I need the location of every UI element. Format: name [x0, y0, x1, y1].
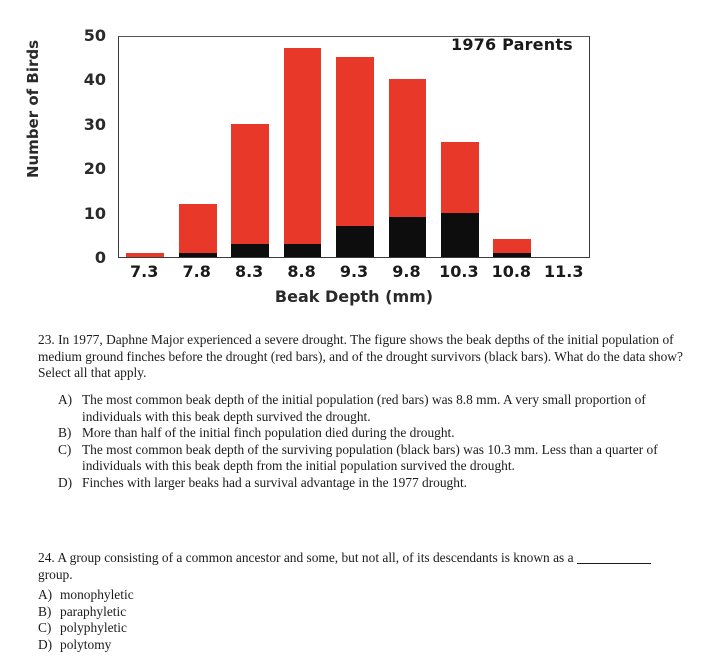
- option-b[interactable]: [38, 604, 686, 621]
- x-tick-10.3: 10.3: [439, 262, 479, 281]
- option-letter: D): [38, 636, 53, 652]
- bar-7.3: [126, 35, 164, 257]
- bar-10.3: [441, 35, 479, 257]
- option-a[interactable]: [38, 587, 686, 604]
- questions-section: [0, 320, 720, 658]
- bar-black-8.8: [284, 244, 322, 257]
- option-text: The most common beak depth of the surviving population (black bars) was 10.3 mm. Less than a quarter of individuals with this beak depth from the initial population survived the drought.: [82, 441, 658, 474]
- option-text: paraphyletic: [60, 603, 127, 619]
- bar-black-7.8: [179, 253, 217, 257]
- option-letter: C): [58, 441, 72, 457]
- option-text: monophyletic: [60, 587, 134, 602]
- bar-red-7.3: [126, 253, 164, 257]
- option-c[interactable]: [38, 620, 686, 637]
- bar-black-10.3: [441, 213, 479, 257]
- bar-8.8: [284, 35, 322, 257]
- bar-8.3: [231, 35, 269, 257]
- bar-red-8.8: [284, 48, 322, 257]
- x-tick-9.3: 9.3: [339, 262, 369, 281]
- question-24-options: [38, 587, 686, 653]
- option-a[interactable]: [58, 392, 686, 425]
- bar-black-10.8: [493, 253, 531, 257]
- y-tick-40: 40: [83, 70, 106, 90]
- plot-area: [118, 36, 590, 258]
- bar-red-8.3: [231, 124, 269, 257]
- x-tick-9.8: 9.8: [392, 262, 421, 281]
- bar-9.8: [389, 35, 427, 257]
- option-b[interactable]: [58, 425, 686, 442]
- option-text: polyphyletic: [60, 620, 127, 636]
- fill-in-blank: [577, 563, 651, 564]
- x-axis-label: Beak Depth (mm): [274, 287, 434, 306]
- bar-black-9.8: [389, 217, 427, 257]
- question-23-stem: 23. In 1977, Daphne Major experienced a severe drought. The figure shows the beak depths of the initial population of medium ground finches before the drought (red bars), and of the drought survivors (black bars). What do the data show? Select all that apply.: [38, 332, 683, 381]
- option-text: polytomy: [60, 636, 112, 652]
- question-24-stem-after-blank: group.: [38, 566, 73, 582]
- option-text: The most common beak depth of the initial population (red bars) was 8.8 mm. A very small proportion of individuals with this beak depth survived the drought.: [82, 392, 646, 424]
- option-letter: A): [38, 587, 53, 602]
- bar-black-8.3: [231, 244, 269, 257]
- question-24-stem-before-blank: 24. A group consisting of a common ancestor and some, but not all, of its descendants is known as a: [38, 550, 577, 565]
- x-tick-8.8: 8.8: [287, 262, 316, 281]
- option-text: Finches with larger beaks had a survival advantage in the 1977 drought.: [82, 474, 468, 490]
- question-23-options: [58, 392, 686, 492]
- x-tick-10.8: 10.8: [491, 262, 532, 281]
- chart-annotation-1976-parents: 1976 Parents: [451, 35, 573, 54]
- bar-red-7.8: [179, 204, 217, 257]
- x-tick-7.3: 7.3: [130, 262, 159, 281]
- option-letter: C): [38, 620, 52, 636]
- option-text: More than half of the initial finch population died during the drought.: [82, 425, 455, 441]
- x-tick-8.3: 8.3: [234, 262, 264, 281]
- histogram-figure: [0, 0, 720, 320]
- option-letter: B): [38, 603, 52, 619]
- question-24-stem: [38, 550, 686, 583]
- y-tick-0: 0: [94, 248, 106, 267]
- bar-10.8: [493, 35, 531, 257]
- option-d[interactable]: [38, 637, 686, 654]
- y-axis-label: Number of Birds: [24, 39, 42, 179]
- bar-black-9.3: [336, 226, 374, 257]
- option-c[interactable]: [58, 442, 686, 475]
- x-tick-7.8: 7.8: [182, 262, 211, 281]
- y-tick-50: 50: [83, 26, 106, 45]
- bar-7.8: [179, 35, 217, 257]
- y-tick-20: 20: [83, 159, 106, 179]
- option-d[interactable]: [58, 475, 686, 492]
- bar-9.3: [336, 35, 374, 257]
- option-letter: B): [58, 425, 72, 441]
- x-tick-11.3: 11.3: [544, 262, 584, 281]
- option-letter: D): [58, 474, 73, 490]
- y-tick-10: 10: [83, 203, 106, 223]
- y-tick-30: 30: [83, 114, 106, 134]
- option-letter: A): [58, 392, 73, 407]
